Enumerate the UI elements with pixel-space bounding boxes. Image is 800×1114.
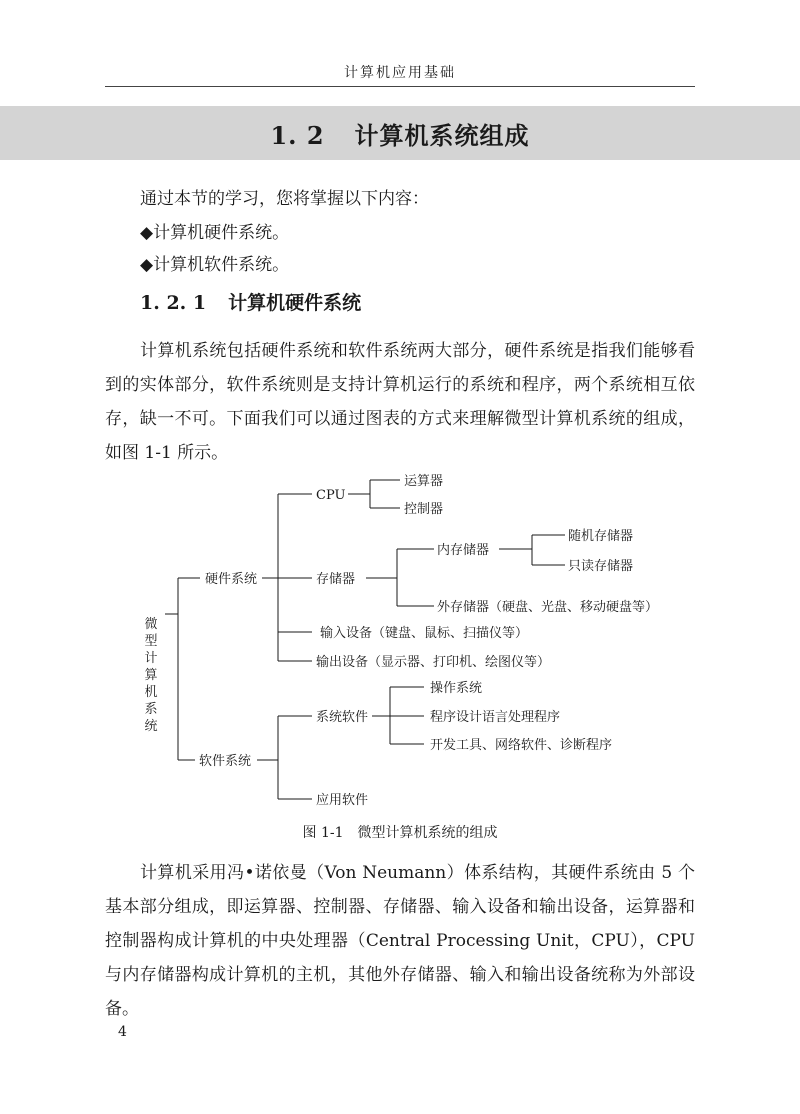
root-char: 计	[144, 651, 158, 666]
node-controller: 控制器	[404, 502, 444, 517]
node-tools: 开发工具、网络软件、诊断程序	[430, 738, 613, 753]
root-char: 算	[144, 668, 158, 683]
figure-caption	[0, 822, 800, 842]
node-language-processors: 程序设计语言处理程序	[430, 710, 561, 725]
node-storage: 存储器	[316, 572, 356, 587]
bullet-software: ◆计算机软件系统。	[140, 255, 290, 275]
node-output-devices: 输出设备（显示器、打印机、绘图仪等）	[316, 655, 551, 670]
diagram-root-label	[144, 616, 157, 734]
paragraph-intro-hardware: 计算机系统包括硬件系统和软件系统两大部分，硬件系统是指我们能够看到的实体部分，软件系统则是支持计算机运行的系统和程序，两个系统相互依存，缺一不可。下面我们可以通过图表的方式来理解微型计算机系统的组成，如图 1-1 所示。	[105, 341, 695, 463]
node-os: 操作系统	[430, 681, 483, 696]
node-rom: 只读存储器	[568, 559, 634, 574]
bullet-hardware: ◆计算机硬件系统。	[140, 223, 290, 243]
node-internal-memory: 内存储器	[437, 543, 490, 558]
node-application-software: 应用软件	[316, 793, 369, 808]
subsection-title: 计算机硬件系统	[228, 292, 362, 314]
node-software: 软件系统	[199, 754, 252, 769]
node-hardware: 硬件系统	[205, 572, 258, 587]
node-external-memory: 外存储器（硬盘、光盘、移动硬盘等）	[437, 600, 659, 615]
node-input-devices: 输入设备（键盘、鼠标、扫描仪等）	[320, 626, 529, 641]
root-char: 统	[144, 719, 158, 734]
intro-text: 通过本节的学习，您将掌握以下内容：	[140, 189, 429, 209]
root-char: 微	[144, 617, 158, 632]
figure-caption-text: 微型计算机系统的组成	[357, 825, 498, 841]
section-number: 1. 2	[270, 121, 325, 150]
root-char: 型	[144, 634, 158, 649]
section-title-text: 计算机系统组成	[354, 121, 530, 150]
node-ram: 随机存储器	[568, 529, 634, 544]
root-char: 机	[144, 685, 158, 700]
node-alu: 运算器	[404, 474, 444, 489]
node-cpu: CPU	[316, 488, 346, 503]
page-number: 4	[118, 1024, 127, 1040]
root-char: 系	[144, 702, 158, 717]
subsection-number: 1. 2. 1	[140, 292, 207, 314]
paragraph-von-neumann: 计算机采用冯•诺依曼（Von Neumann）体系结构，其硬件系统由 5 个基本部分组成，即运算器、控制器、存储器、输入设备和输出设备，运算器和控制器构成计算机的中央处理器（Central Processing Unit，CPU），CPU 与内存储器构成计算机的主机，其他外存储器、输入和输出设备统称为外部设备。	[105, 863, 695, 1019]
node-system-software: 系统软件	[316, 710, 369, 725]
running-header-title: 计算机应用基础	[344, 65, 456, 81]
figure-number: 图 1-1	[302, 825, 344, 841]
